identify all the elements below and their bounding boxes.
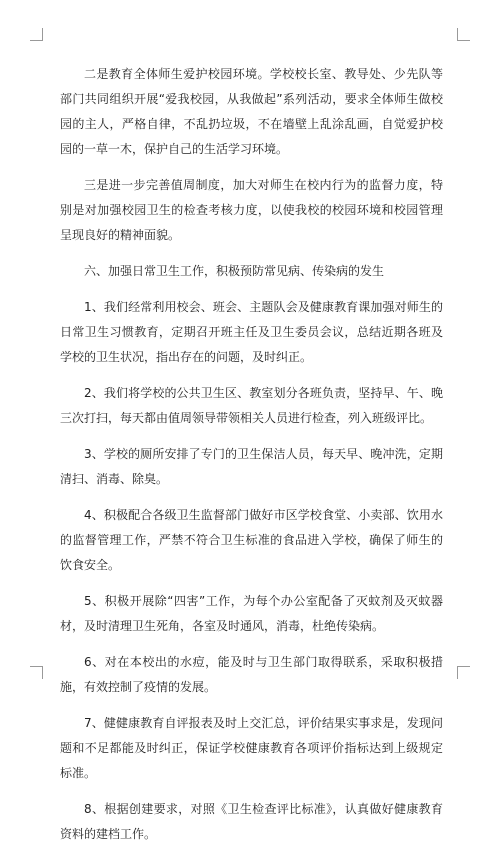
paragraph: 6、对在本校出的水痘，能及时与卫生部门取得联系，采取积极措施，有效控制了疫情的发展。 bbox=[60, 655, 443, 694]
crop-mark-top-right bbox=[457, 28, 470, 41]
paragraph: 二是教育全体师生爱护校园环境。学校校长室、教导处、少先队等部门共同组织开展“爱我校园，从我做起”系列活动，要求全体师生做校园的主人，严格自律，不乱扔垃圾，不在墙壁上乱涂乱画，自觉爱护校园的一草一木，保护自己的生活学习环境。 bbox=[60, 67, 443, 156]
paragraph: 8、根据创建要求，对照《卫生检查评比标准》，认真做好健康教育资料的建档工作。 bbox=[60, 802, 443, 841]
paragraph: 7、健健康教育自评报表及时上交汇总，评价结果实事求是，发现问题和不足都能及时纠正，保证学校健康教育各项评价指标达到上级规定标准。 bbox=[60, 716, 443, 780]
section-heading: 六、加强日常卫生工作，积极预防常见病、传染病的发生 bbox=[84, 264, 385, 278]
paragraph: 2、我们将学校的公共卫生区、教室划分各班负责，坚持早、午、晚三次打扫，每天都由值周领导带领相关人员进行检查，列入班级评比。 bbox=[60, 386, 443, 425]
paragraph: 5、积极开展除“四害”工作，为每个办公室配备了灭蚊剂及灭蚊器材，及时清理卫生死角，各室及时通风，消毒，杜绝传染病。 bbox=[60, 594, 443, 633]
crop-mark-bottom-left bbox=[30, 666, 43, 679]
paragraph: 1、我们经常利用校会、班会、主题队会及健康教育课加强对师生的日常卫生习惯教育，定期召开班主任及卫生委员会议，总结近期各班及学校的卫生状况，指出存在的问题，及时纠正。 bbox=[60, 300, 443, 364]
paragraph: 3、学校的厕所安排了专门的卫生保洁人员，每天早、晚冲洗，定期清扫、消毒、除臭。 bbox=[60, 447, 443, 486]
paragraph: 三是进一步完善值周制度，加大对师生在校内行为的监督力度，特别是对加强校园卫生的检查考核力度，以使我校的校园环境和校园管理呈现良好的精神面貌。 bbox=[60, 178, 443, 242]
paragraph: 4、积极配合各级卫生监督部门做好市区学校食堂、小卖部、饮用水的监督管理工作，严禁不符合卫生标准的食品进入学校，确保了师生的饮食安全。 bbox=[60, 508, 443, 572]
document-body bbox=[60, 62, 443, 858]
crop-mark-top-left bbox=[30, 28, 43, 41]
crop-mark-bottom-right bbox=[457, 666, 470, 679]
